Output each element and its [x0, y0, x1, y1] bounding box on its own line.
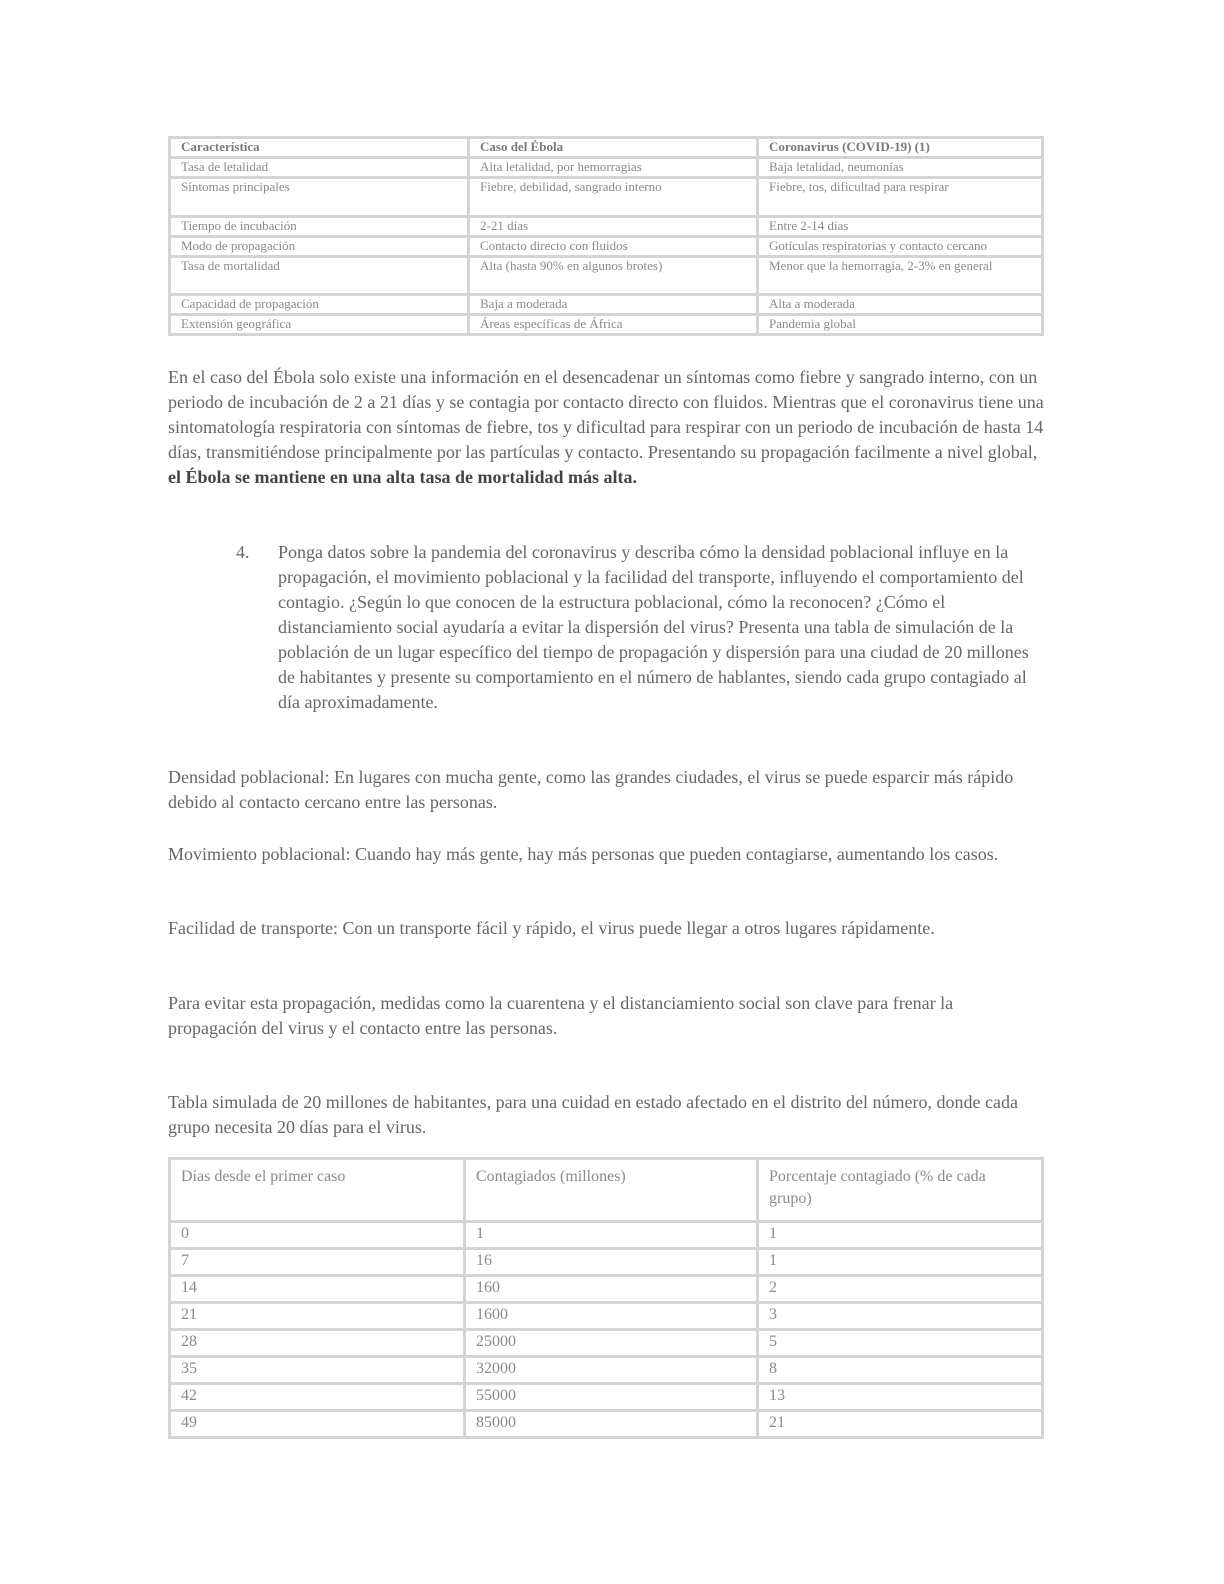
simulation-table — [168, 1157, 1044, 1439]
table-cell: 1 — [465, 1222, 758, 1249]
table-row — [170, 257, 1043, 295]
table-row — [170, 1384, 1043, 1411]
table-row — [170, 1330, 1043, 1357]
comparison-paragraph — [168, 365, 1044, 490]
table-cell: 25000 — [465, 1330, 758, 1357]
table-cell: Contacto directo con fluidos — [469, 237, 758, 257]
table-cell: 1 — [758, 1249, 1043, 1276]
measures-paragraph: Para evitar esta propagación, medidas como la cuarentena y el distanciamiento social son clave para frenar la propagación del virus y el contacto entre las personas. — [168, 993, 954, 1038]
table-row — [170, 1222, 1043, 1249]
table-cell: 21 — [170, 1303, 465, 1330]
table-cell: 49 — [170, 1411, 465, 1438]
header-cell: Caso del Ébola — [469, 138, 758, 158]
table-cell: 35 — [170, 1357, 465, 1384]
table-cell: 160 — [465, 1276, 758, 1303]
table-row — [170, 1303, 1043, 1330]
table-cell: Alta a moderada — [758, 295, 1043, 315]
table-cell: 8 — [758, 1357, 1043, 1384]
table-cell: 32000 — [465, 1357, 758, 1384]
table-cell: Gotículas respiratorias y contacto cercano — [758, 237, 1043, 257]
table-cell: 55000 — [465, 1384, 758, 1411]
header-cell: Característica — [170, 138, 469, 158]
header-cell: Contagiados (millones) — [465, 1159, 758, 1222]
list-item-text: Ponga datos sobre la pandemia del coronavirus y describa cómo la densidad poblacional influye en la propagación, el movimiento poblacional y la facilidad del transporte, influyendo el comportamiento del contagio. ¿Según lo que conocen de la estructura poblacional, cómo la reconocen? ¿Cómo el distanciamiento social ayudaría a evitar la dispersión del virus? Presenta una tabla de simulación de la población de un lugar específico del tiempo de propagación y dispersión para una ciudad de 20 millones de habitantes y presente su comportamiento en el número de hablantes, siendo cada grupo contagiado al día aproximadamente. — [278, 542, 1029, 712]
table-cell: Baja letalidad, neumonías — [758, 158, 1043, 178]
density-paragraph: Densidad poblacional: En lugares con mucha gente, como las grandes ciudades, el virus se puede esparcir más rápido debido al contacto cercano entre las personas. — [168, 767, 1014, 812]
table-cell: Baja a moderada — [469, 295, 758, 315]
table-row — [170, 237, 1043, 257]
header-cell: Días desde el primer caso — [170, 1159, 465, 1222]
table-cell: Tasa de mortalidad — [170, 257, 469, 295]
table-cell: Tiempo de incubación — [170, 217, 469, 237]
movement-paragraph: Movimiento poblacional: Cuando hay más gente, hay más personas que pueden contagiarse, aumentando los casos. — [168, 844, 999, 864]
table-cell: 2 — [758, 1276, 1043, 1303]
comparison-table-header — [170, 138, 1043, 158]
transport-paragraph: Facilidad de transporte: Con un transporte fácil y rápido, el virus puede llegar a otros lugares rápidamente. — [168, 918, 935, 938]
table-row — [170, 315, 1043, 335]
table-row — [170, 158, 1043, 178]
table-cell: Extensión geográfica — [170, 315, 469, 335]
table-cell: 7 — [170, 1249, 465, 1276]
table-row — [170, 1411, 1043, 1438]
list-number: 4. — [236, 542, 250, 562]
table-cell: Menor que la hemorragia, 2-3% en general — [758, 257, 1043, 295]
table-row — [170, 295, 1043, 315]
table-row — [170, 178, 1043, 217]
simulation-table-header — [170, 1159, 1043, 1222]
table-cell: 1 — [758, 1222, 1043, 1249]
table-cell: Alta letalidad, por hemorragias — [469, 158, 758, 178]
table-row — [170, 217, 1043, 237]
paragraph-text: En el caso del Ébola solo existe una información en el desencadenar un síntomas como fiebre y sangrado interno, con un periodo de incubación de 2 a 21 días y se contagia por contacto directo con fluidos. Mientras que el coronavirus tiene una sintomatología respiratoria con síntomas de fiebre, tos y dificultad para respirar con un periodo de incubación de hasta 14 días, transmitiéndose principalmente por las partículas y contacto. Presentando su propagación facilmente a nivel global, — [168, 367, 1044, 462]
table-cell: Tasa de letalidad — [170, 158, 469, 178]
table-caption: Tabla simulada de 20 millones de habitantes, para una cuidad en estado afectado en el distrito del número, donde cada grupo necesita 20 días para el virus. — [168, 1092, 1018, 1137]
comparison-table — [168, 136, 1044, 336]
table-cell: 14 — [170, 1276, 465, 1303]
table-row — [170, 1249, 1043, 1276]
table-cell: Fiebre, tos, dificultad para respirar — [758, 178, 1043, 217]
table-cell: Síntomas principales — [170, 178, 469, 217]
table-cell: Áreas específicas de África — [469, 315, 758, 335]
table-cell: Fiebre, debilidad, sangrado interno — [469, 178, 758, 217]
table-cell: 13 — [758, 1384, 1043, 1411]
table-cell: Modo de propagación — [170, 237, 469, 257]
table-row — [170, 1357, 1043, 1384]
header-cell: Porcentaje contagiado (% de cada grupo) — [758, 1159, 1043, 1222]
table-cell: 2-21 días — [469, 217, 758, 237]
table-cell: 28 — [170, 1330, 465, 1357]
table-cell: 5 — [758, 1330, 1043, 1357]
numbered-list-item — [236, 540, 1044, 715]
paragraph-bold-text: el Ébola se mantiene en una alta tasa de mortalidad más alta. — [168, 467, 638, 487]
table-cell: Capacidad de propagación — [170, 295, 469, 315]
table-row — [170, 1276, 1043, 1303]
table-cell: 16 — [465, 1249, 758, 1276]
table-cell: 21 — [758, 1411, 1043, 1438]
table-cell: 0 — [170, 1222, 465, 1249]
table-cell: 3 — [758, 1303, 1043, 1330]
table-cell: Pandemia global — [758, 315, 1043, 335]
table-cell: Entre 2-14 días — [758, 217, 1043, 237]
table-cell: 42 — [170, 1384, 465, 1411]
table-cell: Alta (hasta 90% en algunos brotes) — [469, 257, 758, 295]
table-cell: 85000 — [465, 1411, 758, 1438]
table-cell: 1600 — [465, 1303, 758, 1330]
header-cell: Coronavirus (COVID-19) (1) — [758, 138, 1043, 158]
